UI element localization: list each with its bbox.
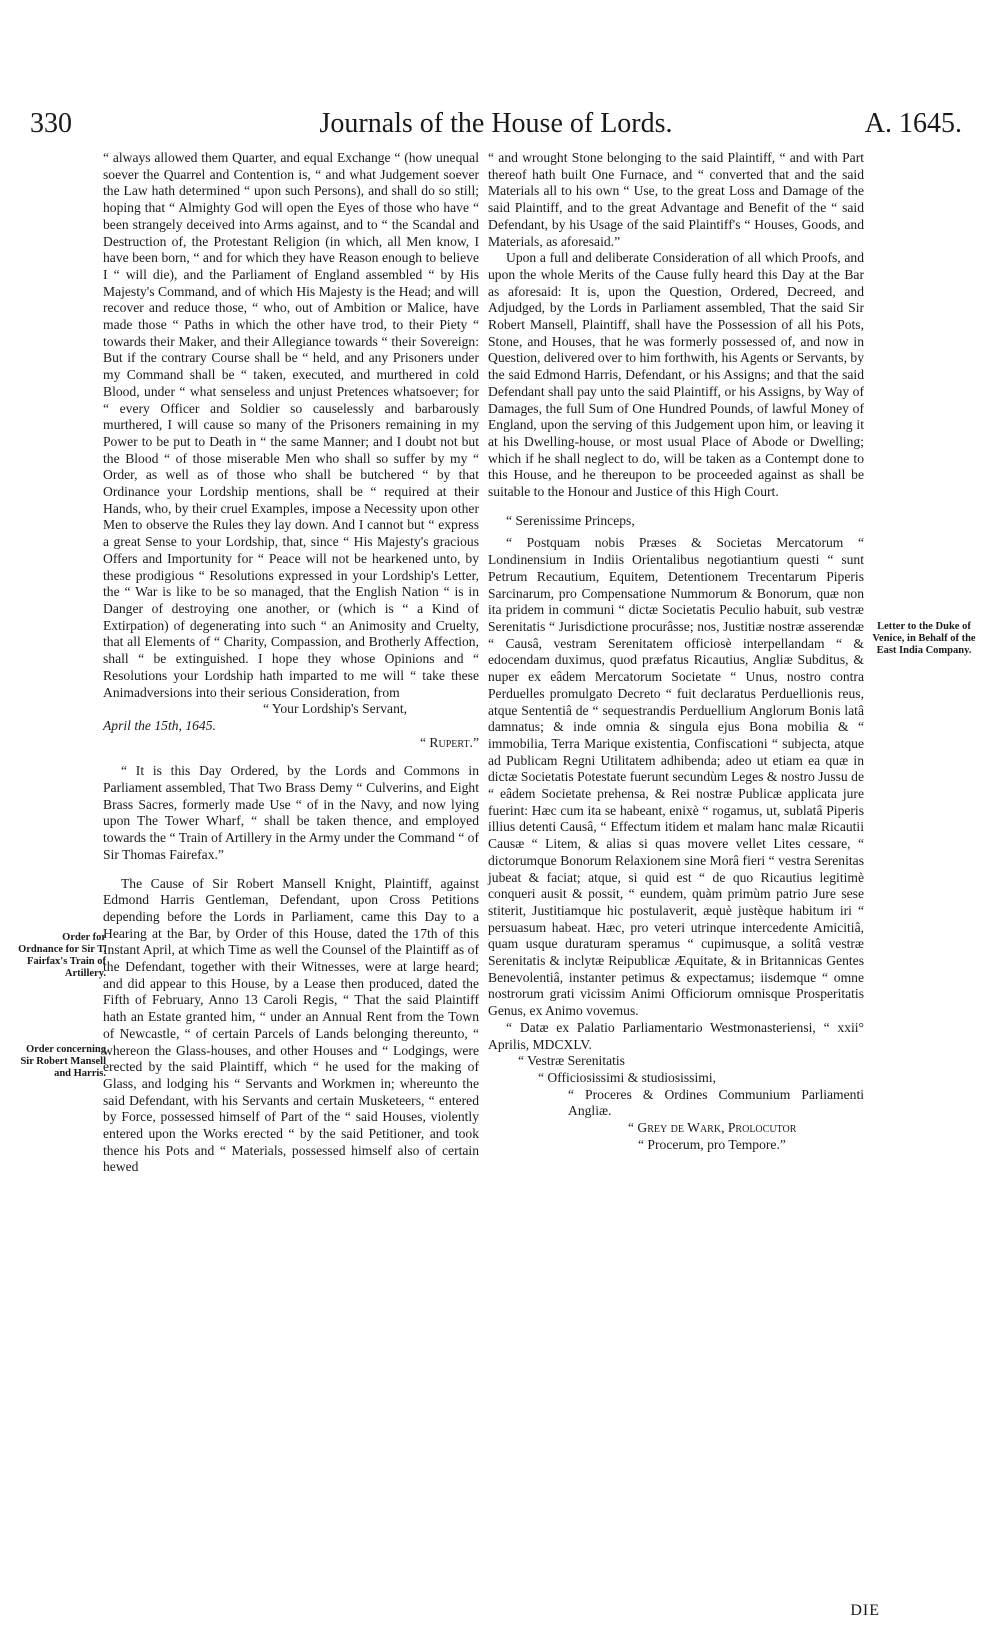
- latin-closing-3: “ Proceres & Ordines Communium Parliamenti Angliæ.: [568, 1086, 864, 1119]
- latin-closing-1: “ Vestræ Serenitatis: [518, 1053, 625, 1069]
- margin-note-venice: Letter to the Duke of Venice, in Behalf of the East India Company.: [872, 621, 976, 656]
- order-ordnance-text: “ It is this Day Ordered, by the Lords and Commons in Parliament assembled, That Two Brass Demy “ Culverins, and Eight Brass Sacres, formerly made Use “ of in the Navy, and now lying upon The Tower Wharf, “ shall be taken thence, and employed towards the “ Train of Artillery in the Army under the Command “ of Sir Thomas Fairefax.”: [103, 763, 479, 862]
- rupert-letter-body: “ always allowed them Quarter, and equal Exchange “ (how unequal soever the Quarrel and Contention is, “ and what Judgement soever the Law hath determined “ upon such Persons), and shall do so still; hoping that “ Almighty God will open the Eyes of those who have “ been strangely deceived into Arms against, and to “ the Scandal and Destruction of, the Protestant Religion (in which, all Men know, I have been born, “ and for which they have Reason enough to believe I “ will die), and the Parliament of England assembled “ by His Majesty's Command, and of which His Majesty is the Head; and will recover and reduce those, “ who, out of Ambition or Malice, have made those “ Paths in which the other have trod, to their Piety “ towards their Maker, and their Allegiance towards “ their Sovereign: But if the contrary Course shall be “ held, and any Prisoners under my Command shall be “ taken, executed, and murthered in cold Blood, under “ what senseless and unjust Pretences whatsoever; for “ every Officer and Soldier so causelessly and barbarously murthered, I will cause so many of the Prisoners remaining in my Power to be put to Death in “ the same Manner; and I doubt not but the Blood “ of those miserable Men who shall so suffer by my “ Order, as well as of those who shall be butchered “ by that Ordinance your Lordship mentions, shall be “ required at their Hands, who, by their cruel Examples, impose a Necessity upon other Men to observe the Rules they lay down. And I cannot but “ express a great Sense to your Lordship, that, since “ His Majesty's gracious Offers and Importunity for “ Peace will not be hearkened unto, by these prodigious “ Resolutions expressed in your Lordship's Letter, the “ War is like to be so managed, that the English Nation “ is in Danger of destroying one another, or (which is “ a Kind of Extirpation) of degenerating into such “ an Animosity and Cruelty, that all Elements of “ Charity, Compassion, and Brotherly Affection, shall “ be extinguished. I hope they whose Opinions and “ Resolutions your Lordship hath imparted to me will “ take these Animadversions into their serious Consideration, from: [103, 150, 479, 700]
- page-header: [0, 108, 992, 148]
- latin-salutation: “ Serenissime Princeps,: [506, 512, 635, 528]
- mansell-cause-text: The Cause of Sir Robert Mansell Knight, Plaintiff, against Edmond Harris Gentleman, Defendant, upon Cross Petitions depending before the Lords in Parliament, came this Day to a Hearing at the Bar, by Order of this House, dated the 17th of this Instant April, at which Time as well the Counsel of the Plaintiff as of the Defendant, together with their Witnesses, were at large heard; and did appear to this House, by a Lease then produced, dated the Fifth of February, Anno 13 Caroli Regis, “ That the said Plaintiff hath an Estate granted him, “ under an Annual Rent from the Town of Newcastle, “ of certain Parcels of Lands belonging thereunto, “ whereon the Glass-houses, and other Houses and “ Lodgings, were erected by the said Plaintiff, which “ he used for the making of Glass, and lodging his “ Servants and Workmen in; whereunto the said Defendant, with his Servants and certain Musketeers, “ entered by Force, possessed himself of Part of the “ said Houses, violently entered upon the Works erected “ by the said Petitioner, and took thence his Pots and “ Materials, possessed himself also of certain hewed: [103, 875, 479, 1175]
- margin-note-mansell: Order concerning Sir Robert Mansell and Harris.: [20, 1044, 106, 1079]
- latin-letter-body: “ Postquam nobis Præses & Societas Mercatorum “ Londinensium in Indiis Orientalibus negotiantium questi “ sunt Petrum Recautium, Equitem, Detentionem Trecentarum Piperis Sarcinarum, pro Compensatione Nummorum & Bonorum, quæ non ita pridem in communi “ dictæ Societatis Peculio habuit, sub vestræ Serenitatis “ Jurisdictione procurâsse; nos, Justitiæ nostræ asserendæ “ Causâ, vestram Serenitatem officiosè interpellandam “ & edocendam duximus, quod præfatus Ricautius, Angliæ Subditus, & nuper ex eâdem Mercatorum Societate “ Unus, nostro contra Perduelles promulgato Decreto “ fuit declaratus Perduellionis reus, atque Sententiâ de “ sequestrandis Perduellium Anglorum Bonis latâ damnatus; & inde omnia & singula ejus Bona mobilia & “ immobilia, Terra Marique existentia, Confiscationi “ subjecta, atque ad Publicam Regni Utilitatem adhibenda; adeo ut etiam ea quæ in dictæ Societatis Potestate fuerunt secundùm Leges & nostro Jussu de “ eâdem Societate prehensa, & Rei nostræ Publicæ applicata jure fuerint: Hæc cum ita se habeant, enixè “ rogamus, ut, sublatâ Piperis illius detenti Causâ, “ Effectum itidem et malam hanc malæ Ricautii Causæ “ Litem, & alias si quas movere vellet Lites cessare, “ dictorumque Bonorum Relaxionem sine Morâ fieri “ vestra Serenitas jubeat & faciat; atque, si quid est “ de quo Ricautius legitimè conqueri ausit & possit, “ eundem, quàm primùm patrio Jure sese stiterit, Justitiamque hic postulaverit, æquè justèque habitum iri “ persuasum habeat. Hæc, pro veteri utrinque intercedente Amicitiâ, quam usque duraturam speramus “ cupimusque, a solitâ vestræ Serenitatis & inclytæ Reipublicæ Æquitate, & in Britannicas Gentes Benevolentiâ, instanter petimus & expectamus; iisdemque “ omne nostrorum grati vicissim Animi Officiorum omnisque Prosperitatis Genus, ex Animo vovemus.: [488, 535, 864, 1019]
- spacer: [488, 501, 864, 513]
- judgement-text: Upon a full and deliberate Consideration of all which Proofs, and upon the whole Merits of the Cause fully heard this Day at the Bar as aforesaid: It is, upon the Question, Ordered, Decreed, and Adjudged, by the Lords in Parliament assembled, That the said Sir Robert Mansell, Plaintiff, shall have the Possession of all his Pots, Stone, and Houses, that he was formerly possessed of, and now in Question, delivered over to him forthwith, his Agents or Servants, by the said Edmond Harris, Defendant, or his Assigns; and that the said Defendant shall pay unto the said Plaintiff, or his Assigns, by Way of Damages, the full Sum of One Hundred Pounds, of lawful Money of England, upon the serving of this Judgement upon him, or leaving it at his Dwelling-house, or most usual Place of Abode or Dwelling; which if he shall neglect to do, will be taken as a Contempt done to this House, and he thereupon to be proceeded against as shall be suitable to the Honour and Justice of this High Court.: [488, 250, 864, 500]
- mansell-continued-text: “ and wrought Stone belonging to the said Plaintiff, “ and with Part thereof hath built One Furnace, and “ converted that and the said Materials all to his own “ Use, to the great Loss and Damage of the said Plaintiff, and to the great Advantage and Benefit of the “ said Defendant, by his Usage of the said Plaintiff's “ Houses, Goods, and Materials, as aforesaid.”: [488, 150, 864, 249]
- page-title: Journals of the House of Lords.: [319, 108, 673, 139]
- latin-closing-5: “ Procerum, pro Tempore.”: [638, 1136, 786, 1152]
- catchword: DIE: [850, 1602, 880, 1619]
- latin-closing-4: “ Grey de Wark, Prolocutor: [628, 1120, 797, 1136]
- latin-datum: “ Datæ ex Palatio Parliamentario Westmonasteriensi, “ xxii° Aprilis, MDCXLV.: [488, 1019, 864, 1052]
- left-column: [103, 150, 479, 1176]
- margin-note-ordnance: Order for Ordnance for Sir T. Fairfax's Train of Artillery.: [18, 932, 106, 979]
- letter-date: April the 15th, 1645.: [103, 717, 216, 733]
- right-column: [488, 150, 864, 1153]
- letter-closing: “ Your Lordship's Servant,: [263, 701, 408, 717]
- letter-signature: “ Rupert.”: [419, 734, 479, 750]
- spacer: [103, 751, 479, 763]
- page-number: 330: [30, 108, 72, 139]
- spacer: [103, 864, 479, 876]
- page-year: A. 1645.: [864, 108, 962, 139]
- latin-closing-2: “ Officiosissimi & studiosissimi,: [538, 1069, 716, 1085]
